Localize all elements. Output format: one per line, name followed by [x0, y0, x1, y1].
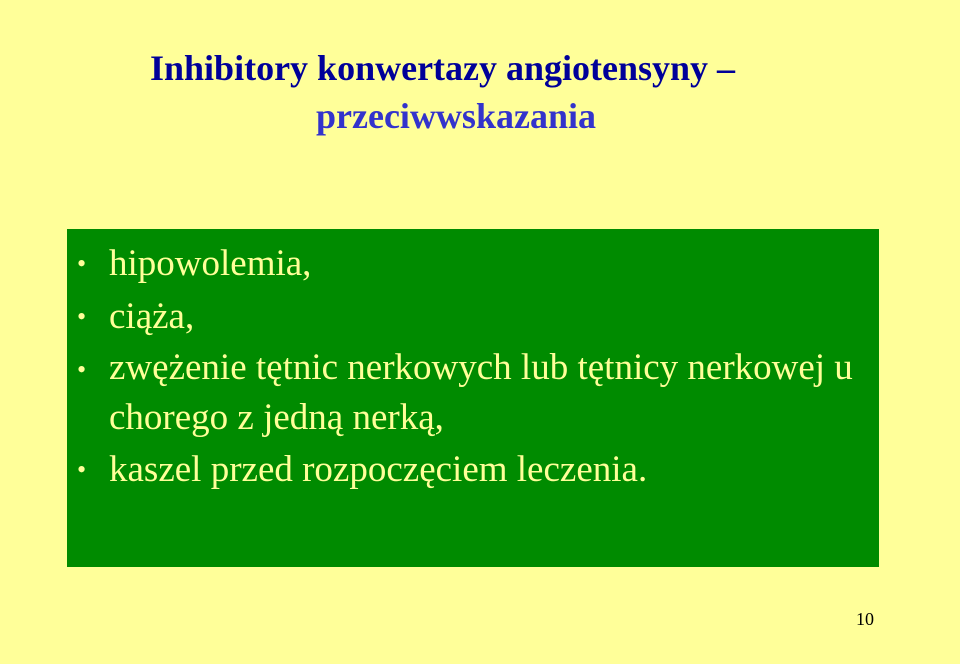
list-item: [67, 290, 869, 343]
content-box: [67, 229, 879, 567]
bullet-icon: •: [77, 355, 87, 384]
list-item: [67, 237, 869, 290]
list-item: [67, 343, 869, 443]
bullet-icon: •: [77, 455, 87, 484]
list-item-text: hipowolemia,: [109, 243, 312, 284]
bullet-icon: •: [77, 302, 87, 331]
page-number: 10: [856, 609, 874, 629]
title-line-1: Inhibitory konwertazy angiotensyny –: [150, 48, 736, 88]
bullet-icon: •: [77, 249, 87, 278]
bullet-list: [67, 237, 869, 496]
list-item-text: kaszel przed rozpoczęciem leczenia.: [109, 449, 648, 490]
slide-title: [150, 44, 930, 140]
list-item-text: zwężenie tętnic nerkowych lub tętnicy nerkowej u chorego z jedną nerką,: [109, 347, 853, 438]
list-item: [67, 443, 869, 496]
list-item-text: ciąża,: [109, 296, 195, 337]
title-line-2: przeciwwskazania: [316, 96, 596, 136]
